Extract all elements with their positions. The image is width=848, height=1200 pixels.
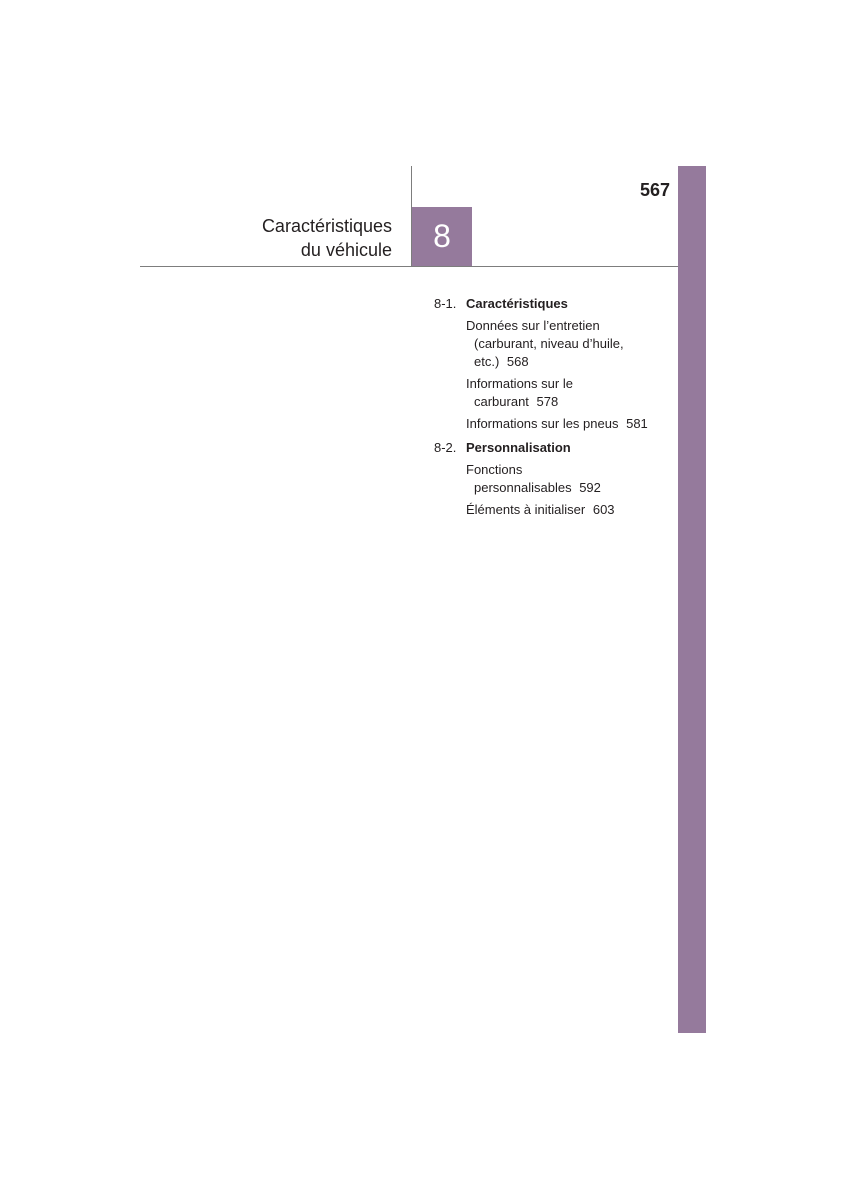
entry-leader-line [466, 353, 654, 371]
toc-entry-fonctions-personnalisables[interactable] [466, 461, 654, 497]
entry-leader-line [466, 393, 654, 411]
section-number: 8-2. [434, 440, 457, 455]
entry-page: 581 [626, 416, 648, 431]
entry-line: (carburant, niveau d’huile, [474, 336, 624, 351]
entry-page: 568 [506, 354, 529, 369]
entry-line: Éléments à initialiser [466, 502, 586, 517]
section-title: Caractéristiques [466, 296, 568, 311]
chapter-title-line-1: Caractéristiques [261, 216, 392, 236]
entry-line: Informations sur les pneus [466, 416, 619, 431]
entry-line: carburant [474, 394, 529, 409]
chapter-number: 8 [433, 218, 451, 254]
entry-line: etc.) [474, 354, 500, 369]
entry-leader-line [466, 415, 654, 433]
toc-entry-donnees-entretien[interactable] [466, 317, 654, 371]
entry-line: personnalisables [474, 480, 572, 495]
toc-entry-informations-carburant[interactable] [466, 375, 654, 411]
toc-section-8-1[interactable] [434, 295, 654, 313]
chapter-side-tab [678, 166, 706, 1033]
page-number: 567 [639, 180, 670, 200]
entry-page: 603 [592, 502, 615, 517]
chapter-number-box [412, 207, 472, 266]
header-horizontal-rule [140, 266, 678, 267]
section-number: 8-1. [434, 296, 457, 311]
entry-line: Fonctions [466, 462, 523, 477]
toc-section-8-2[interactable] [434, 439, 654, 457]
entry-line: Informations sur le [466, 376, 573, 391]
entry-leader-line [466, 501, 654, 519]
entry-line: Données sur l’entretien [466, 318, 600, 333]
toc-entry-elements-initialiser[interactable] [466, 501, 654, 519]
entry-page: 578 [536, 394, 559, 409]
entry-page: 592 [579, 480, 601, 495]
chapter-title-line-2: du véhicule [300, 240, 392, 260]
table-of-contents [434, 295, 654, 519]
chapter-title [200, 214, 392, 262]
entry-leader-line [466, 479, 654, 497]
toc-entry-informations-pneus[interactable] [466, 415, 654, 433]
section-title: Personnalisation [466, 440, 571, 455]
